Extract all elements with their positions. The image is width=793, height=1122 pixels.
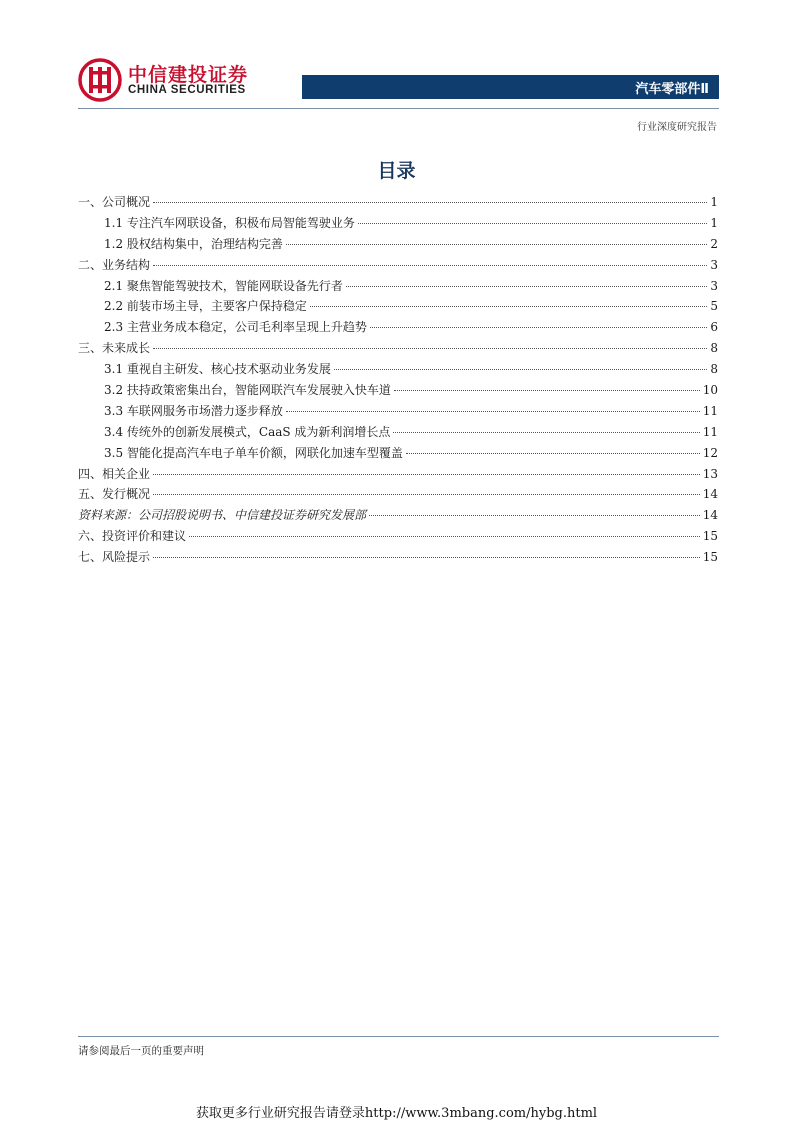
toc-entry-text: 七、风险提示 (78, 550, 151, 565)
toc-entry-page: 1 (710, 195, 718, 209)
toc-entry-text: 3.4 传统外的创新发展模式，CaaS 成为新利润增长点 (104, 424, 391, 439)
toc-entry-text: 3.5 智能化提高汽车电子单车价额，网联化加速车型覆盖 (104, 445, 403, 460)
toc-leader-dots (153, 348, 707, 349)
toc-entry-text: 二、业务结构 (78, 257, 151, 272)
footer-disclaimer: 请参阅最后一页的重要声明 (78, 1045, 204, 1057)
footer-divider (78, 1036, 719, 1037)
toc-entry[interactable] (78, 255, 718, 276)
toc-entry-page: 2 (710, 236, 718, 251)
toc-entry[interactable] (78, 422, 718, 443)
toc-entry-page: 15 (702, 529, 718, 544)
toc-leader-dots (406, 453, 700, 454)
report-type: 行业深度研究报告 (637, 122, 717, 133)
toc-entry-page: 15 (702, 550, 718, 565)
toc-entry-page: 11 (702, 403, 718, 418)
toc-leader-dots (153, 494, 700, 495)
toc-entry-page: 3 (710, 257, 718, 272)
toc-entry-text: 1.1 专注汽车网联设备，积极布局智能驾驶业务 (104, 215, 355, 230)
company-logo (78, 58, 253, 102)
toc-entry-text: 一、公司概况 (78, 195, 151, 209)
toc-title: 目录 (377, 160, 416, 182)
toc-entry-text: 3.3 车联网服务市场潜力逐步释放 (104, 403, 283, 418)
header-bar (302, 75, 719, 99)
toc-leader-dots (310, 306, 707, 307)
toc-entry[interactable] (78, 443, 718, 464)
toc-entry[interactable] (78, 484, 718, 505)
toc-entry-page: 14 (702, 487, 718, 502)
toc-entry[interactable] (78, 296, 718, 317)
toc-entry[interactable] (78, 547, 718, 568)
promo-link[interactable]: 获取更多行业研究报告请登录http://www.3mbang.com/hybg.html (195, 1106, 598, 1121)
logo-english-name: CHINA SECURITIES (128, 84, 246, 96)
toc-entry[interactable] (78, 359, 718, 380)
toc-entry-page: 8 (710, 341, 718, 356)
toc-entry[interactable] (78, 380, 718, 401)
toc-entry-text: 2.1 聚焦智能驾驶技术，智能网联设备先行者 (104, 278, 343, 293)
toc-entry-text: 三、未来成长 (78, 341, 151, 356)
table-of-contents (78, 192, 718, 568)
toc-leader-dots (393, 432, 699, 433)
toc-entry-text: 六、投资评价和建议 (78, 529, 187, 544)
toc-leader-dots (286, 244, 707, 245)
toc-leader-dots (334, 369, 707, 370)
industry-category: 汽车零部件Ⅱ (635, 82, 709, 97)
toc-entry-page: 11 (702, 424, 718, 439)
toc-entry-page: 8 (710, 362, 718, 377)
toc-entry-text: 五、发行概况 (78, 487, 151, 502)
toc-entry-text: 2.3 主营业务成本稳定，公司毛利率呈现上升趋势 (104, 320, 367, 335)
toc-entry-page: 13 (702, 466, 718, 481)
toc-entry[interactable] (78, 234, 718, 255)
toc-leader-dots (369, 515, 700, 516)
toc-entry[interactable] (78, 317, 718, 338)
citic-logo-icon (78, 58, 122, 102)
toc-leader-dots (286, 411, 700, 412)
toc-entry-text: 3.1 重视自主研发、核心技术驱动业务发展 (104, 362, 331, 377)
toc-leader-dots (153, 265, 707, 266)
toc-leader-dots (153, 557, 700, 558)
toc-entry[interactable] (78, 464, 718, 485)
toc-entry-text: 资料来源：公司招股说明书、中信建投证券研究发展部 (78, 508, 367, 523)
toc-entry-page: 1 (710, 215, 718, 230)
toc-leader-dots (358, 223, 707, 224)
toc-entry[interactable] (78, 526, 718, 547)
toc-leader-dots (153, 202, 707, 203)
toc-entry[interactable] (78, 192, 718, 213)
toc-leader-dots (370, 327, 707, 328)
toc-entry-page: 6 (710, 320, 718, 335)
toc-entry[interactable] (78, 213, 718, 234)
logo-chinese-name: 中信建投证券 (128, 64, 249, 86)
toc-entry-page: 10 (702, 383, 718, 398)
toc-entry-page: 12 (702, 445, 718, 460)
toc-entry[interactable] (78, 505, 718, 526)
toc-entry-text: 2.2 前装市场主导，主要客户保持稳定 (104, 299, 307, 314)
toc-entry[interactable] (78, 338, 718, 359)
toc-leader-dots (346, 286, 707, 287)
toc-entry-page: 3 (710, 278, 718, 293)
header-divider (78, 108, 719, 109)
toc-entry-text: 四、相关企业 (78, 466, 151, 481)
toc-entry-text: 1.2 股权结构集中，治理结构完善 (104, 236, 283, 251)
toc-entry-text: 3.2 扶持政策密集出台，智能网联汽车发展驶入快车道 (104, 383, 391, 398)
toc-leader-dots (394, 390, 700, 391)
toc-entry-page: 14 (702, 508, 718, 523)
toc-entry[interactable] (78, 276, 718, 297)
toc-entry-page: 5 (710, 299, 718, 314)
toc-leader-dots (153, 474, 700, 475)
toc-leader-dots (189, 536, 700, 537)
toc-entry[interactable] (78, 401, 718, 422)
